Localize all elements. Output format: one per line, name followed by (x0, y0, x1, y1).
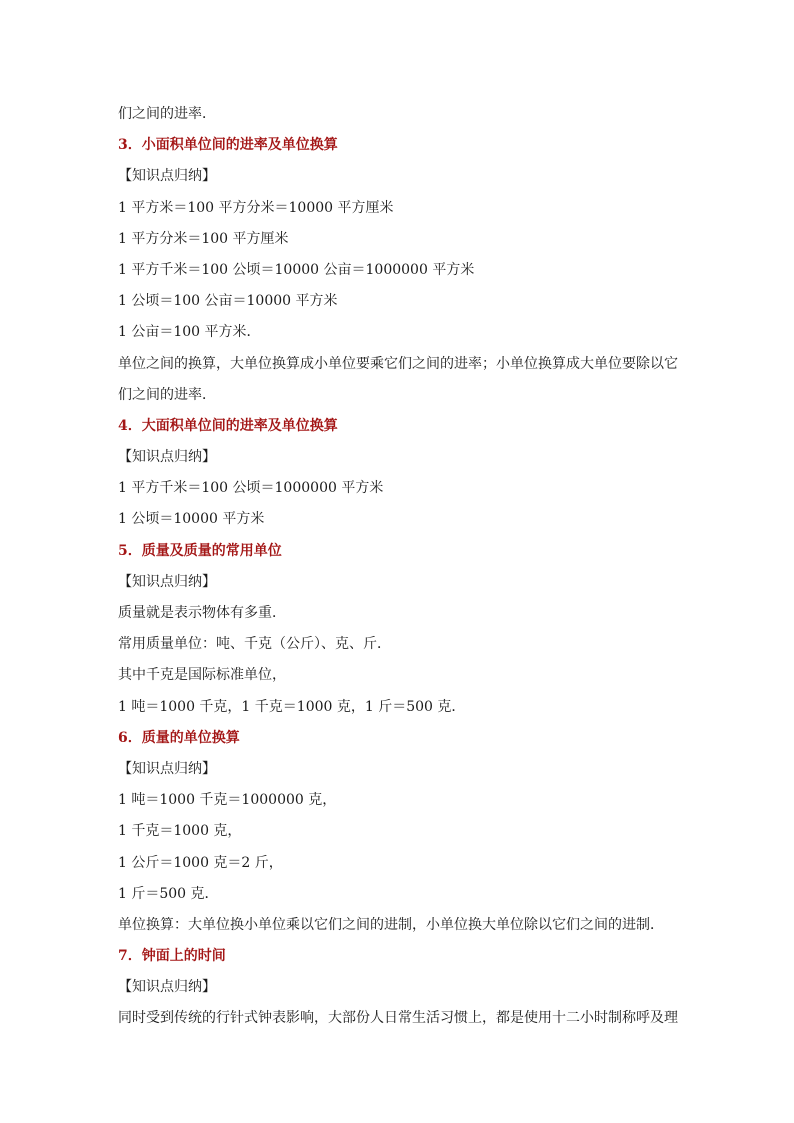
text-line: 质量就是表示物体有多重． (118, 605, 286, 621)
section-heading: 4．大面积单位间的进率及单位换算 (118, 417, 338, 434)
text-line: 同时受到传统的行针式钟表影响，大部份人日常生活习惯上，都是使用十二小时制称呼及理 (118, 1010, 678, 1027)
section-heading: 7．钟面上的时间 (118, 948, 226, 965)
text-line: 1 平方千米＝100 公顷＝1000000 平方米 (118, 480, 384, 497)
text-line: 其中千克是国际标准单位， (118, 667, 286, 684)
text-line: 常用质量单位：吨、千克（公斤）、克、斤． (118, 636, 391, 653)
text-line: 1 公顷＝100 公亩＝10000 平方米 (118, 293, 338, 310)
text-line: 【知识点归纳】 (118, 449, 216, 466)
text-line: 1 吨＝1000 千克，1 千克＝1000 克，1 斤＝500 克． (118, 698, 466, 715)
text-line: 【知识点归纳】 (118, 168, 216, 185)
text-line: 们之间的进率． (118, 386, 216, 403)
section-heading: 6．质量的单位换算 (118, 729, 240, 746)
text-line: 1 公亩＝100 平方米． (118, 324, 261, 341)
text-line: 1 公斤＝1000 克＝2 斤， (118, 854, 283, 871)
document-body (118, 99, 688, 1035)
text-line: 【知识点归纳】 (118, 760, 216, 777)
text-line: 1 平方分米＝100 平方厘米 (118, 230, 289, 247)
text-line: 【知识点归纳】 (118, 979, 216, 996)
section-heading: 3．小面积单位间的进率及单位换算 (118, 137, 338, 154)
text-line: 1 平方千米＝100 公顷＝10000 公亩＝1000000 平方米 (118, 261, 475, 278)
text-line: 1 斤＝500 克． (118, 885, 219, 902)
text-line: 1 吨＝1000 千克＝1000000 克， (118, 792, 337, 809)
text-line: 们之间的进率． (118, 106, 216, 122)
text-line: 1 千克＝1000 克， (118, 823, 242, 840)
text-line: 单位之间的换算，大单位换算成小单位要乘它们之间的进率；小单位换算成大单位要除以它 (118, 355, 678, 372)
text-line: 单位换算：大单位换小单位乘以它们之间的进制，小单位换大单位除以它们之间的进制． (118, 916, 664, 933)
text-line: 【知识点归纳】 (118, 573, 216, 590)
section-heading: 5．质量及质量的常用单位 (118, 542, 282, 559)
text-line: 1 平方米＝100 平方分米＝10000 平方厘米 (118, 199, 394, 216)
text-line: 1 公顷＝10000 平方米 (118, 511, 265, 528)
